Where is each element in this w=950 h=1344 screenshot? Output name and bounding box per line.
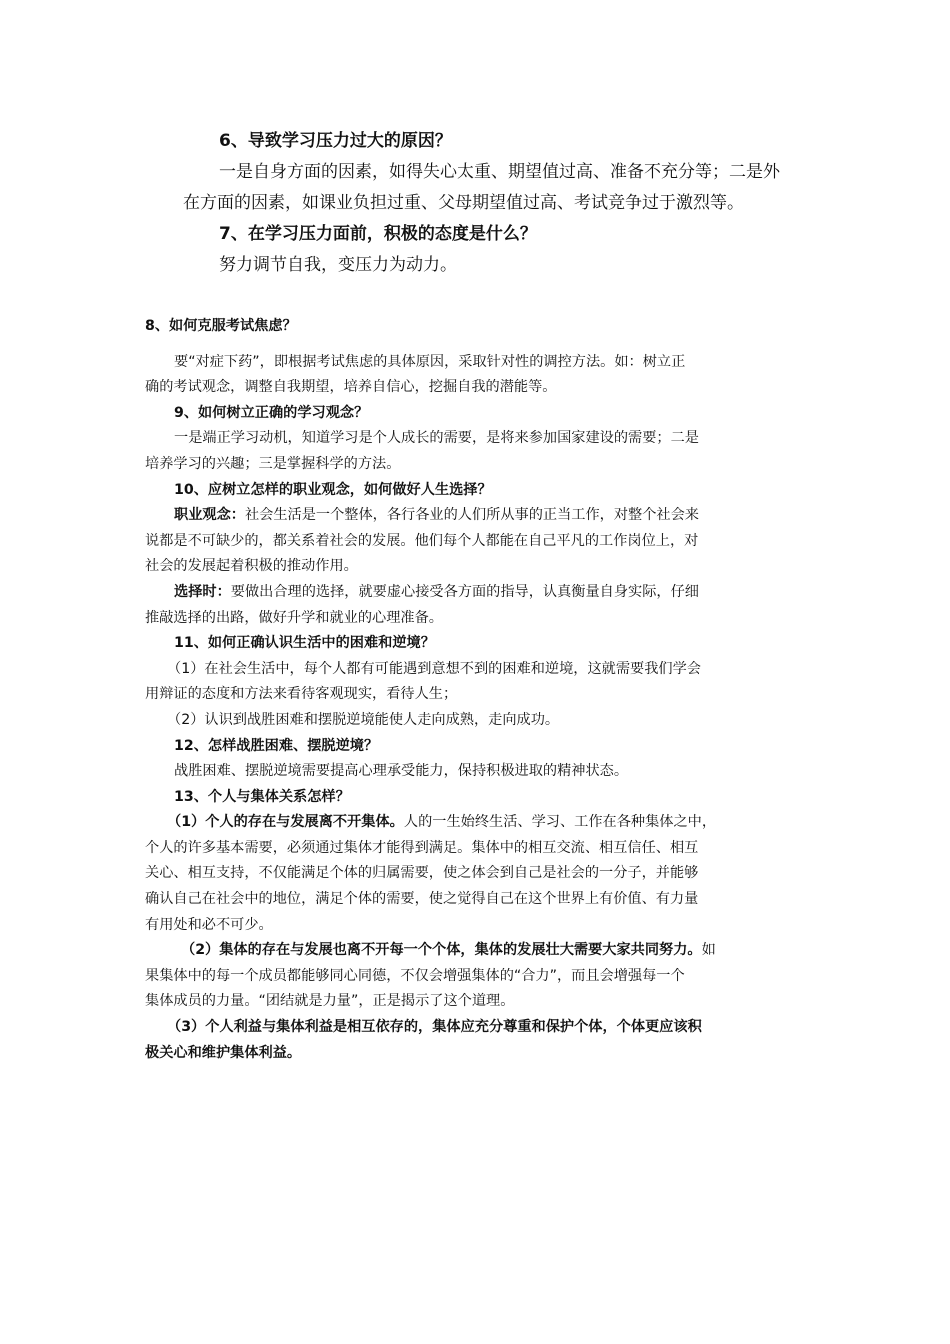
q9-answer-line1: 一是端正学习动机，知道学习是个人成长的需要，是将来参加国家建设的需要；二是 [174, 430, 699, 447]
top-section [183, 126, 823, 281]
q10-para2-line1 [145, 580, 810, 606]
q13-para1-line1 [145, 810, 810, 836]
q12-heading: 12、怎样战胜困难、摆脱逆境？ [174, 737, 379, 754]
q13-para2-line1 [145, 938, 810, 964]
q11-para1-line1: （1）在社会生活中，每个人都有可能遇到意想不到的困难和逆境，这就需要我们学会 [167, 660, 701, 677]
q10-para1-line2: 说都是不可缺少的，都关系着社会的发展。他们每个人都能在自己平凡的工作岗位上，对 [145, 532, 699, 549]
q8-answer-line1: 要“对症下药”，即根据考试焦虑的具体原因，采取针对性的调控方法。如：树立正 [174, 353, 686, 370]
q6-answer-line2: 在方面的因素，如课业负担过重、父母期望值过高、考试竞争过于激烈等。 [183, 193, 744, 213]
main-section [145, 314, 810, 1066]
q10-para1-text1: 社会生活是一个整体，各行各业的人们所从事的正当工作，对整个社会来 [244, 507, 699, 524]
q10-para1-line3: 社会的发展起着积极的推动作用。 [145, 558, 358, 575]
q13-heading: 13、个人与集体关系怎样？ [174, 788, 350, 805]
q11-heading: 11、如何正确认识生活中的困难和逆境？ [174, 635, 435, 652]
q9-answer-line2: 培养学习的兴趣；三是掌握科学的方法。 [145, 455, 401, 472]
q12-answer: 战胜困难、摆脱逆境需要提高心理承受能力，保持积极进取的精神状态。 [174, 763, 629, 780]
q10-heading: 10、应树立怎样的职业观念，如何做好人生选择？ [174, 481, 492, 498]
q13-para1-bold: （1）个人的存在与发展离不开集体。 [167, 814, 404, 831]
q7-answer [183, 250, 823, 281]
q11-para1-line2: 用辩证的态度和方法来看待客观现实，看待人生； [145, 686, 458, 703]
q13-para1-line5: 有用处和必不可少。 [145, 916, 273, 933]
q13-para1-line4: 确认自己在社会中的地位，满足个体的需要，使之觉得自己在这个世界上有价值、有力量 [145, 891, 699, 908]
q7-answer-text: 努力调节自我，变压力为动力。 [219, 255, 457, 275]
q10-label-choice: 选择时： [174, 583, 231, 600]
q11-para2: （2）认识到战胜困难和摆脱逆境能使人走向成熟，走向成功。 [167, 711, 560, 728]
q8-heading: 8、如何克服考试焦虑？ [145, 318, 297, 334]
q10-para1-line1 [145, 503, 810, 529]
q10-para2-line2: 推敲选择的出路，做好升学和就业的心理准备。 [145, 609, 443, 626]
q13-para3-line2: 极关心和维护集体利益。 [145, 1044, 302, 1061]
q13-para2-line2: 果集体中的每一个成员都能够同心同德，不仅会增强集体的“合力”，而且会增强每一个 [145, 967, 685, 984]
q6-answer-line1 [183, 157, 823, 188]
q10-label-career: 职业观念： [174, 507, 245, 524]
q13-para1-text1: 人的一生始终生活、学习、工作在各种集体之中， [403, 814, 717, 831]
q10-para2-text1: 要做出合理的选择，就要虚心接受各方面的指导，认真衡量自身实际，仔细 [230, 583, 699, 600]
q13-para2-text1: 如 [701, 942, 716, 959]
q13-para2-line3: 集体成员的力量。“团结就是力量”，正是揭示了这个道理。 [145, 993, 515, 1010]
q8-answer-line2: 确的考试观念，调整自我期望，培养自信心，挖掘自我的潜能等。 [145, 379, 557, 396]
q13-para3-line1: （3）个人利益与集体利益是相互依存的，集体应充分尊重和保护个体，个体更应该积 [167, 1019, 702, 1036]
q6-heading: 6、导致学习压力过大的原因？ [219, 131, 452, 151]
q6-answer-text1: 一是自身方面的因素，如得失心太重、期望值过高、准备不充分等；二是外 [219, 162, 780, 182]
q13-para1-line2: 个人的许多基本需要，必须通过集体才能得到满足。集体中的相互交流、相互信任、相互 [145, 839, 699, 856]
q13-para2-bold: （2）集体的存在与发展也离不开每一个个体，集体的发展壮大需要大家共同努力。 [181, 942, 702, 959]
q13-para1-line3: 关心、相互支持，不仅能满足个体的归属需要，使之体会到自己是社会的一分子，并能够 [145, 865, 699, 882]
q7-heading: 7、在学习压力面前，积极的态度是什么？ [219, 224, 537, 244]
q9-heading: 9、如何树立正确的学习观念？ [174, 404, 369, 421]
